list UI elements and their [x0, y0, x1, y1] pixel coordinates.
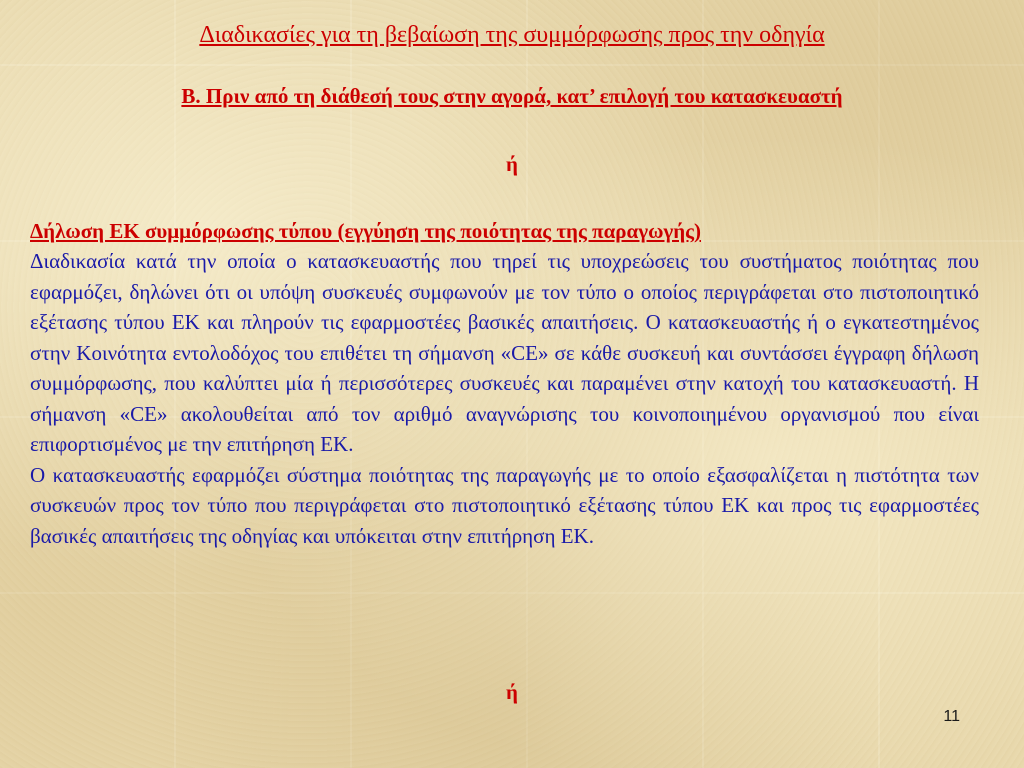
body-paragraph-1: Διαδικασία κατά την οποία ο κατασκευαστής που τηρεί τις υποχρεώσεις του συστήματος ποιότητας που εφαρμόζει, δηλώνει ότι οι υπόψη συσκευές συμφωνούν με τον τύπο ο οποίος περιγράφεται στο πιστοποιητικό εξέτασης τύπου ΕΚ και πληρούν τις εφαρμοστέες βασικές απαιτήσεις. Ο κατασκευαστής ή ο εγκατεστημένος στην Κοινότητα εντολοδόχος του επιθέτει τη σήμανση «CE» σε κάθε συσκευή και συντάσσει έγγραφη δήλωση συμμόρφωσης, που καλύπτει μία ή περισσότερες συσκευές και παραμένει στην κατοχή του κατασκευαστή. Η σήμανση «CE» ακολουθείται από τον αριθμό αναγνώρισης του κοινοποιημένου οργανισμού που είναι επιφορτισμένος με την επιτήρηση ΕΚ.: [30, 249, 979, 456]
page-number: 11: [943, 708, 960, 725]
slide-subtitle: B. Πριν από τη διάθεσή τους στην αγορά, κατ’ επιλογή του κατασκευαστή: [181, 84, 843, 108]
body-paragraph-2: Ο κατασκευαστής εφαρμόζει σύστημα ποιότητας της παραγωγής με το οποίο εξασφαλίζεται η πιστότητα των συσκευών προς τον τύπο που περιγράφεται στο πιστοποιητικό εξέτασης τύπου ΕΚ και προς τις εφαρμοστέες βασικές απαιτήσεις της οδηγίας και υπόκειται στην επιτήρηση ΕΚ.: [30, 462, 979, 548]
or-separator-top: ή: [506, 152, 518, 176]
slide-content: [30, 216, 979, 551]
or-separator-bottom: ή: [506, 680, 518, 704]
slide-title: Διαδικασίες για τη βεβαίωση της συμμόρφωσης προς την οδηγία: [199, 22, 825, 48]
section-heading: Δήλωση ΕΚ συμμόρφωσης τύπου (εγγύηση της ποιότητας της παραγωγής): [30, 219, 702, 243]
